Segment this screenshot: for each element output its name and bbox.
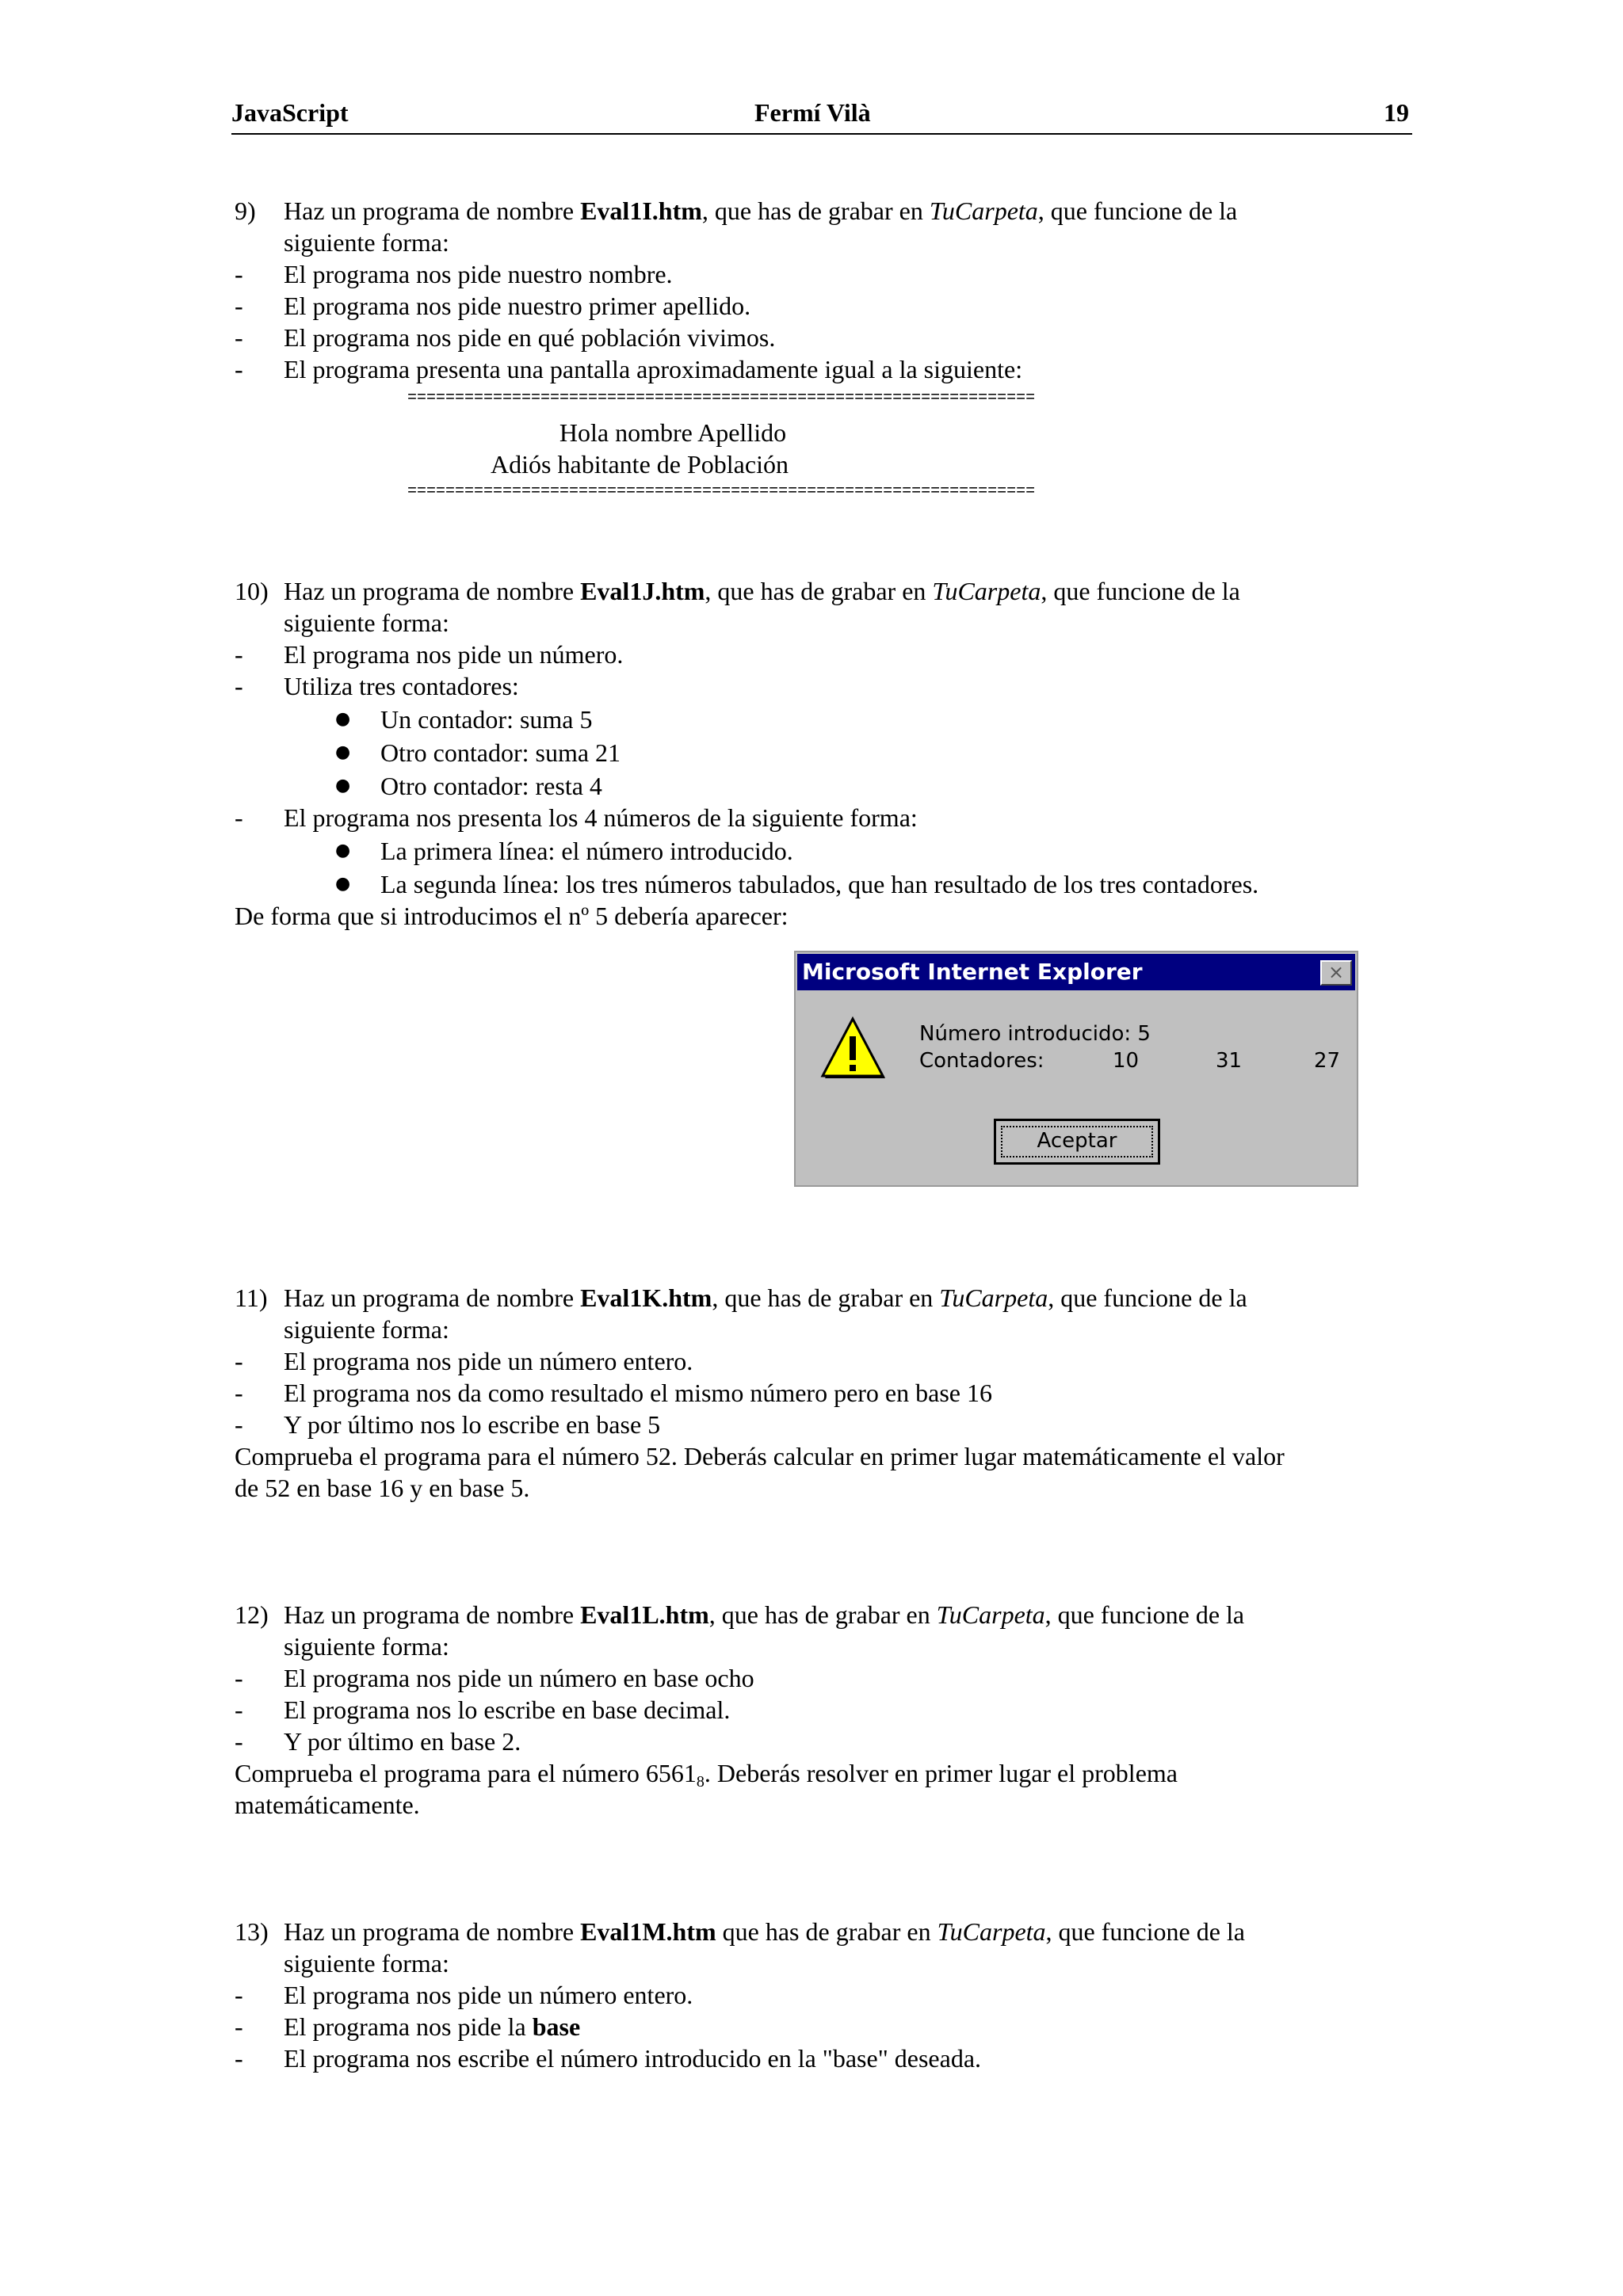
text: , que funcione de la bbox=[1037, 196, 1238, 225]
bullet-item: La primera línea: el número introducido. bbox=[380, 837, 793, 865]
list-item: El programa nos lo escribe en base decimal. bbox=[284, 1695, 731, 1724]
text: de 52 en base 16 y en base 5. bbox=[235, 1474, 530, 1502]
bullet-item: La segunda línea: los tres números tabulados, que han resultado de los tres contadores. bbox=[380, 870, 1259, 898]
text: Haz un programa de nombre bbox=[284, 1600, 581, 1629]
header-author: Fermí Vilà bbox=[754, 98, 871, 127]
text: . Deberás resolver en primer lugar el problema bbox=[704, 1759, 1178, 1787]
text: siguiente forma: bbox=[284, 228, 449, 257]
list-item: El programa nos pide un número entero. bbox=[284, 1347, 693, 1375]
dash: - bbox=[235, 2012, 243, 2041]
dialog-message-line1: Número introducido: 5 bbox=[919, 1022, 1151, 1046]
keyword: base bbox=[532, 2012, 581, 2041]
dash: - bbox=[235, 323, 243, 352]
dash: - bbox=[235, 1664, 243, 1692]
alert-dialog bbox=[794, 951, 1358, 1187]
text: siguiente forma: bbox=[284, 608, 449, 637]
folder-name: TuCarpeta bbox=[939, 1283, 1048, 1312]
list-item: El programa nos pide un número en base ocho bbox=[284, 1664, 754, 1692]
exercise-number: 9) bbox=[235, 196, 256, 225]
header-title: JavaScript bbox=[231, 98, 349, 127]
list-item: Y por último en base 2. bbox=[284, 1727, 521, 1756]
text: Haz un programa de nombre bbox=[284, 1283, 581, 1312]
text: Haz un programa de nombre bbox=[284, 1917, 581, 1946]
text: siguiente forma: bbox=[284, 1632, 449, 1661]
text: El programa nos pide la bbox=[284, 2012, 533, 2041]
rule-bottom: ================================================================== bbox=[407, 482, 1036, 501]
bullet: ● bbox=[335, 776, 351, 795]
dash: - bbox=[235, 260, 243, 288]
list-item: El programa presenta una pantalla aproximadamente igual a la siguiente: bbox=[284, 355, 1023, 383]
text: , que has de grabar en bbox=[705, 577, 933, 605]
rule-top: ================================================================== bbox=[407, 389, 1036, 407]
dash: - bbox=[235, 1410, 243, 1439]
dash: - bbox=[235, 803, 243, 832]
page-header bbox=[231, 97, 1412, 135]
text: Haz un programa de nombre bbox=[284, 196, 581, 225]
text: , que funcione de la bbox=[1045, 1917, 1245, 1946]
text: Comprueba el programa para el número 52. Deberás calcular en primer lugar matemáticamente el valor bbox=[235, 1442, 1285, 1470]
dash: - bbox=[235, 1379, 243, 1407]
text: matemáticamente. bbox=[235, 1791, 420, 1819]
counter-value: 10 bbox=[1113, 1049, 1140, 1073]
text: , que funcione de la bbox=[1041, 577, 1240, 605]
list-item: El programa nos presenta los 4 números de la siguiente forma: bbox=[284, 803, 918, 832]
counter-value: 31 bbox=[1216, 1049, 1243, 1073]
exercise-number: 13) bbox=[235, 1917, 269, 1946]
dash: - bbox=[235, 640, 243, 669]
list-item: El programa nos pide nuestro nombre. bbox=[284, 260, 673, 288]
filename: Eval1M.htm bbox=[580, 1917, 716, 1946]
folder-name: TuCarpeta bbox=[936, 1600, 1045, 1629]
dash: - bbox=[235, 1981, 243, 2009]
accept-button-label: Aceptar bbox=[1001, 1126, 1153, 1158]
dash: - bbox=[235, 1347, 243, 1375]
dash: - bbox=[235, 1727, 243, 1756]
dash: - bbox=[235, 1695, 243, 1724]
text: , que funcione de la bbox=[1048, 1283, 1247, 1312]
warning-icon bbox=[819, 1014, 886, 1081]
filename: Eval1L.htm bbox=[580, 1600, 709, 1629]
bullet: ● bbox=[335, 709, 351, 729]
dialog-message-label: Contadores: bbox=[919, 1049, 1044, 1073]
text: , que has de grabar en bbox=[712, 1283, 940, 1312]
close-button[interactable]: × bbox=[1320, 960, 1352, 986]
text: siguiente forma: bbox=[284, 1315, 449, 1344]
dash: - bbox=[235, 292, 243, 320]
bullet: ● bbox=[335, 874, 351, 894]
dialog-title: Microsoft Internet Explorer bbox=[802, 959, 1143, 985]
list-item: Utiliza tres contadores: bbox=[284, 672, 519, 700]
exercise-number: 10) bbox=[235, 577, 269, 605]
dash: - bbox=[235, 355, 243, 383]
filename: Eval1K.htm bbox=[580, 1283, 712, 1312]
accept-button[interactable] bbox=[994, 1119, 1160, 1165]
folder-name: TuCarpeta bbox=[937, 1917, 1046, 1946]
list-item: El programa nos pide en qué población vivimos. bbox=[284, 323, 776, 352]
bullet-item: Otro contador: resta 4 bbox=[380, 772, 602, 800]
dash: - bbox=[235, 2044, 243, 2073]
list-item: El programa nos pide nuestro primer apellido. bbox=[284, 292, 751, 320]
bullet-item: Un contador: suma 5 bbox=[380, 705, 593, 734]
screen-line-1: Hola nombre Apellido bbox=[559, 418, 787, 447]
folder-name: TuCarpeta bbox=[932, 577, 1041, 605]
filename: Eval1I.htm bbox=[580, 196, 702, 225]
text: , que has de grabar en bbox=[701, 196, 930, 225]
text: , que funcione de la bbox=[1044, 1600, 1245, 1629]
list-item: El programa nos pide un número entero. bbox=[284, 1981, 693, 2009]
text: , que has de grabar en bbox=[708, 1600, 937, 1629]
list-item: El programa nos pide un número. bbox=[284, 640, 624, 669]
list-item: Y por último nos lo escribe en base 5 bbox=[284, 1410, 661, 1439]
filename: Eval1J.htm bbox=[580, 577, 705, 605]
folder-name: TuCarpeta bbox=[929, 196, 1038, 225]
screen-line-2: Adiós habitante de Población bbox=[491, 450, 789, 479]
dash: - bbox=[235, 672, 243, 700]
text: siguiente forma: bbox=[284, 1949, 449, 1978]
text: De forma que si introducimos el nº 5 debería aparecer: bbox=[235, 902, 789, 930]
list-item: El programa nos escribe el número introducido en la "base" deseada. bbox=[284, 2044, 982, 2073]
list-item bbox=[284, 2011, 580, 2042]
base-subscript: 8 bbox=[696, 1773, 705, 1791]
list-item: El programa nos da como resultado el mismo número pero en base 16 bbox=[284, 1379, 992, 1407]
exercise-number: 12) bbox=[235, 1600, 269, 1629]
page-number: 19 bbox=[1384, 98, 1409, 127]
bullet: ● bbox=[335, 841, 351, 860]
dialog-titlebar bbox=[797, 954, 1355, 990]
text: Comprueba el programa para el número 6561 bbox=[235, 1759, 697, 1787]
counter-value: 27 bbox=[1314, 1049, 1341, 1073]
text: que has de grabar en bbox=[716, 1917, 938, 1946]
bullet-item: Otro contador: suma 21 bbox=[380, 738, 621, 767]
text: Haz un programa de nombre bbox=[284, 577, 581, 605]
exercise-number: 11) bbox=[235, 1283, 268, 1312]
bullet: ● bbox=[335, 742, 351, 762]
